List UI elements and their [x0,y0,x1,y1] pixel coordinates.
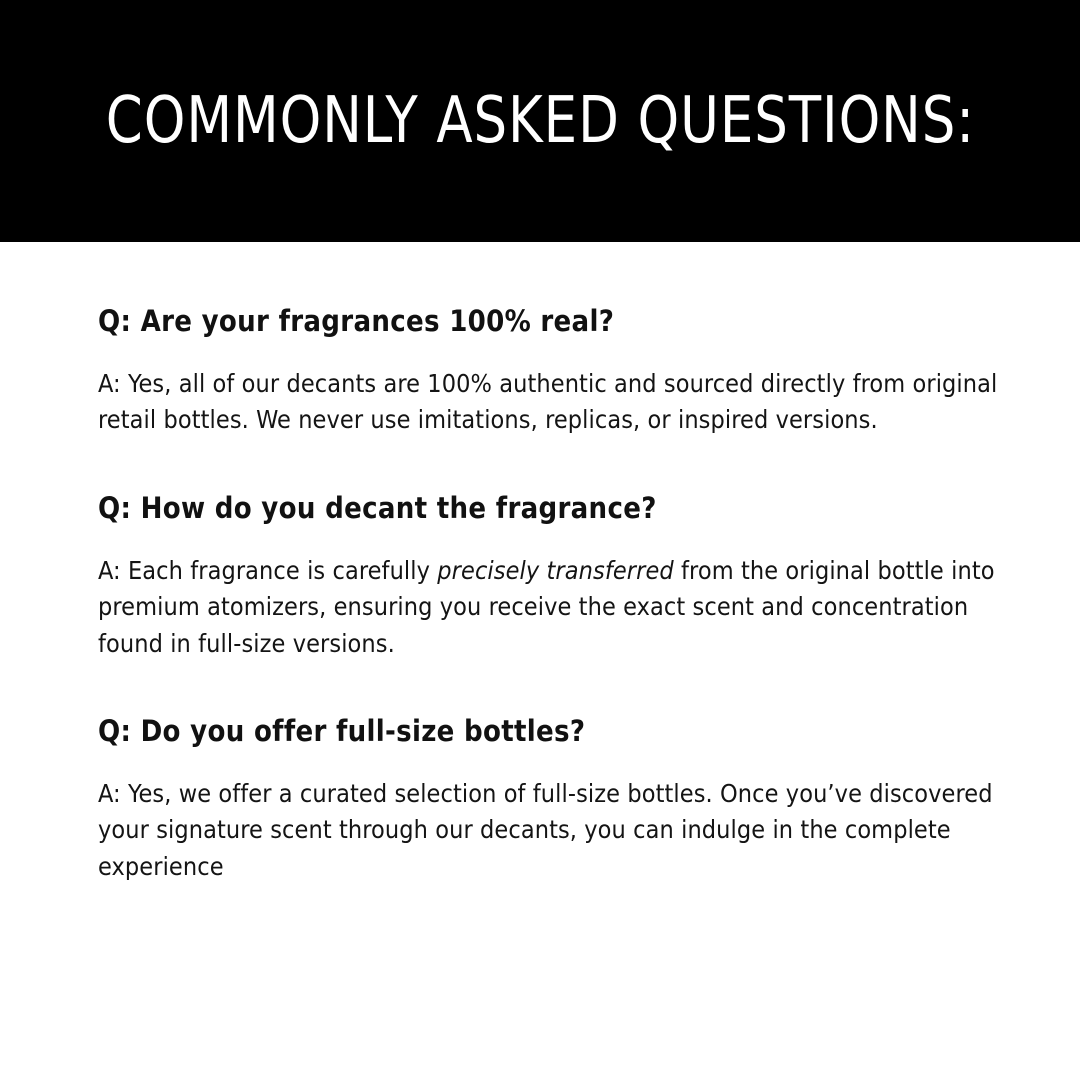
faq-answer-text: A: Yes, all of our decants are 100% authentic and sourced directly from original retail bottles. We never use imitations, replicas, or inspired versions. [98,368,998,435]
faq-answer [98,776,1006,886]
faq-question: Q: Do you offer full-size bottles? [98,714,586,749]
faq-item [98,714,1006,885]
faq-answer-text: A: Each fragrance is carefully [98,555,438,585]
faq-item [98,491,1006,662]
faq-list [0,242,1080,885]
header-banner [0,0,1080,242]
faq-question: Q: Are your fragrances 100% real? [98,304,615,338]
faq-answer [98,366,1006,439]
page-title: COMMONLY ASKED QUESTIONS: [105,84,975,158]
faq-item [98,304,1006,439]
faq-answer-text-cont: from the original bottle into premium atomizers, ensuring you receive the exact scent and concentration found in full-size versions. [98,555,995,658]
faq-answer-emphasis: precisely transferred [437,555,674,585]
faq-answer-text: A: Yes, we offer a curated selection of full-size bottles. Once you’ve discovered your signature scent through our decants, you can indulge in the complete experience [98,778,993,881]
faq-question: Q: How do you decant the fragrance? [98,490,657,525]
faq-answer [98,553,1006,663]
